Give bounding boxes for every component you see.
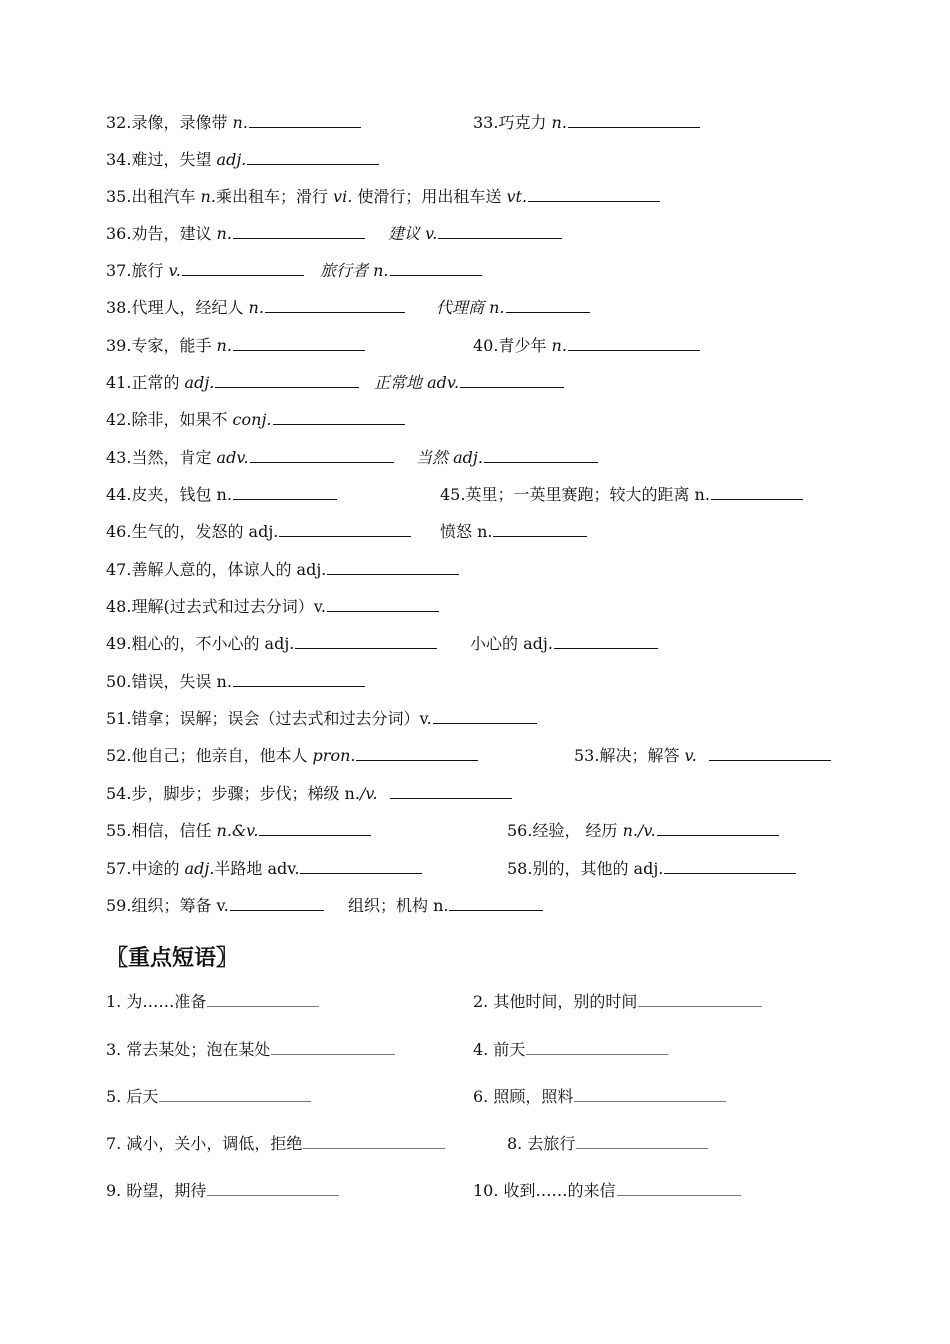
item-number: 34.: [106, 150, 132, 169]
answer-blank[interactable]: [554, 633, 658, 649]
vocab-item-36: [106, 223, 365, 245]
answer-blank[interactable]: [638, 991, 762, 1007]
item-number: 59.: [106, 896, 132, 915]
vocab-item-59b: [348, 895, 543, 917]
item-meaning: 别的，其他的 adj.: [532, 859, 664, 878]
answer-blank[interactable]: [247, 149, 379, 165]
item-meaning: 当然: [416, 448, 449, 467]
answer-blank[interactable]: [233, 484, 337, 500]
answer-blank[interactable]: [233, 671, 365, 687]
answer-blank[interactable]: [215, 372, 359, 388]
answer-blank[interactable]: [506, 297, 590, 313]
item-meaning: 劝告，建议: [131, 224, 217, 243]
item-pos: v.: [684, 746, 697, 765]
item-pos: adv.: [422, 373, 460, 392]
answer-blank[interactable]: [460, 372, 564, 388]
item-number: 56.: [507, 821, 533, 840]
vocab-item-37b: [320, 260, 482, 282]
item-number: 41.: [106, 373, 132, 392]
answer-blank[interactable]: [250, 447, 394, 463]
answer-blank[interactable]: [207, 1180, 339, 1196]
item-meaning: 除非，如果不: [131, 410, 233, 429]
item-meaning: 中途的: [131, 859, 185, 878]
phrase-item-5: [106, 1086, 311, 1108]
item-meaning: 错拿；误解；误会（过去式和过去分词）v.: [131, 709, 432, 728]
item-meaning: 旅行者: [320, 261, 369, 280]
answer-blank[interactable]: [526, 1039, 668, 1055]
answer-blank[interactable]: [449, 895, 543, 911]
item-pos: n./v.: [622, 821, 656, 840]
item-number: 42.: [106, 410, 132, 429]
item-pos: adj.: [184, 373, 215, 392]
item-meaning: 皮夹，钱包 n.: [131, 485, 232, 504]
phrase-item-1: [106, 991, 319, 1013]
vocab-item-46b: [440, 521, 587, 543]
item-meaning: 他自己；他亲自，他本人: [131, 746, 313, 765]
item-meaning: 青少年: [498, 336, 552, 355]
item-meaning: 专家，能手: [131, 336, 217, 355]
vocab-item-33: [473, 112, 700, 134]
item-number: 43.: [106, 448, 132, 467]
answer-blank[interactable]: [617, 1180, 741, 1196]
vocab-item-56: [507, 820, 779, 842]
item-number: 39.: [106, 336, 132, 355]
vocab-item-39: [106, 335, 365, 357]
answer-blank[interactable]: [303, 1133, 445, 1149]
item-meaning: 理解(过去式和过去分词）v.: [131, 597, 326, 616]
vocab-item-52: [106, 745, 478, 767]
item-pos: n.: [216, 336, 232, 355]
answer-blank[interactable]: [233, 335, 365, 351]
phrase-item-10: [473, 1180, 741, 1202]
item-number: 50.: [106, 672, 132, 691]
vocab-item-36b: [388, 223, 562, 245]
item-meaning: 愤怒 n.: [440, 522, 493, 541]
phrase-text: 4. 前天: [473, 1040, 526, 1059]
item-pos: adj.: [184, 859, 215, 878]
item-number: 40.: [473, 336, 499, 355]
item-meaning: 经验， 经历: [532, 821, 623, 840]
answer-blank[interactable]: [568, 335, 700, 351]
item-pos: n.: [368, 261, 389, 280]
answer-blank[interactable]: [528, 186, 660, 202]
vocab-item-50: [106, 671, 365, 693]
item-meaning: 善解人意的，体谅人的 adj.: [131, 560, 327, 579]
item-meaning: 组织；机构 n.: [348, 896, 449, 915]
answer-blank[interactable]: [433, 708, 537, 724]
vocab-item-41: [106, 372, 359, 394]
item-number: 48.: [106, 597, 132, 616]
item-meaning: 粗心的，不小心的 adj.: [131, 634, 295, 653]
item-pos: pron.: [312, 746, 356, 765]
item-number: 54.: [106, 784, 132, 803]
item-meaning: 旅行: [131, 261, 169, 280]
item-number: 36.: [106, 224, 132, 243]
item-meaning: 巧克力: [498, 113, 552, 132]
item-meaning: 英里；一英里赛跑；较大的距离 n.: [465, 485, 710, 504]
item-meaning: 代理商: [436, 298, 485, 317]
item-pos: adj.: [448, 448, 483, 467]
vocab-item-59: [106, 895, 324, 917]
vocab-item-45: [440, 484, 803, 506]
vocab-item-32: [106, 112, 361, 134]
answer-blank[interactable]: [182, 260, 304, 276]
answer-blank[interactable]: [574, 1086, 726, 1102]
answer-blank[interactable]: [279, 521, 411, 537]
vocab-item-53: [574, 745, 831, 767]
answer-blank[interactable]: [249, 112, 361, 128]
item-pos: adj.: [216, 150, 247, 169]
item-pos: n.: [484, 298, 505, 317]
vocab-item-51: [106, 708, 537, 730]
item-meaning: 代理人，经纪人: [131, 298, 249, 317]
answer-blank[interactable]: [709, 745, 831, 761]
vocab-item-49b: [470, 633, 658, 655]
vocab-item-54: [106, 783, 512, 805]
item-number: 46.: [106, 522, 132, 541]
item-number: 57.: [106, 859, 132, 878]
vocab-item-43b: [416, 447, 598, 469]
item-meaning: 小心的 adj.: [470, 634, 553, 653]
item-pos: /v.: [359, 784, 378, 803]
vocab-item-34: [106, 149, 379, 171]
phrase-text: 2. 其他时间，别的时间: [473, 992, 638, 1011]
vocab-item-48: [106, 596, 439, 618]
item-meaning: 正常的: [131, 373, 185, 392]
vocab-item-55: [106, 820, 371, 842]
item-meaning: 建议: [388, 224, 421, 243]
item-meaning: 乘出租车；滑行: [215, 187, 334, 206]
answer-blank[interactable]: [207, 991, 319, 1007]
item-pos: v.: [168, 261, 181, 280]
vocab-item-58: [507, 858, 796, 880]
item-meaning: 当然，肯定: [131, 448, 217, 467]
phrase-text: 5. 后天: [106, 1087, 159, 1106]
item-number: 52.: [106, 746, 132, 765]
phrase-item-8: [507, 1133, 708, 1155]
answer-blank[interactable]: [390, 783, 512, 799]
item-meaning: 难过，失望: [131, 150, 217, 169]
item-meaning: 步，脚步；步骤；步伐；梯级 n.: [131, 784, 360, 803]
phrase-text: 9. 盼望，期待: [106, 1181, 207, 1200]
item-number: 38.: [106, 298, 132, 317]
item-meaning: 生气的，发怒的 adj.: [131, 522, 279, 541]
item-pos: n.: [200, 187, 216, 206]
answer-blank[interactable]: [271, 1039, 395, 1055]
answer-blank[interactable]: [295, 633, 437, 649]
item-meaning: 使滑行；用出租车送: [352, 187, 507, 206]
answer-blank[interactable]: [711, 484, 803, 500]
vocab-item-37: [106, 260, 304, 282]
vocab-item-44: [106, 484, 337, 506]
item-pos: n.: [551, 113, 567, 132]
item-meaning: 录像，录像带: [131, 113, 233, 132]
item-meaning: 半路地 adv.: [214, 859, 300, 878]
item-number: 45.: [440, 485, 466, 504]
item-number: 55.: [106, 821, 132, 840]
vocab-item-38: [106, 297, 405, 319]
vocab-item-41b: [374, 372, 564, 394]
phrase-text: 8. 去旅行: [507, 1134, 576, 1153]
answer-blank[interactable]: [327, 596, 439, 612]
vocab-item-47: [106, 559, 459, 581]
answer-blank[interactable]: [356, 745, 478, 761]
item-number: 35.: [106, 187, 132, 206]
phrase-item-2: [473, 991, 762, 1013]
answer-blank[interactable]: [159, 1086, 311, 1102]
section-heading: 〖重点短语〗: [106, 946, 239, 971]
answer-blank[interactable]: [438, 223, 562, 239]
item-pos: vi.: [333, 187, 353, 206]
answer-blank[interactable]: [265, 297, 405, 313]
item-number: 49.: [106, 634, 132, 653]
item-meaning: 出租汽车: [131, 187, 201, 206]
answer-blank[interactable]: [230, 895, 324, 911]
item-meaning: 解决；解答: [599, 746, 685, 765]
item-pos: vt.: [506, 187, 528, 206]
item-number: 47.: [106, 560, 132, 579]
vocab-item-49: [106, 633, 437, 655]
phrase-item-6: [473, 1086, 726, 1108]
phrase-text: 3. 常去某处；泡在某处: [106, 1040, 271, 1059]
answer-blank[interactable]: [657, 820, 779, 836]
phrase-item-3: [106, 1039, 395, 1061]
vocab-item-43: [106, 447, 394, 469]
item-pos: n.&v.: [216, 821, 259, 840]
phrase-item-9: [106, 1180, 339, 1202]
answer-blank[interactable]: [390, 260, 482, 276]
item-pos: n.: [248, 298, 264, 317]
vocab-item-35: [106, 186, 660, 208]
item-number: 51.: [106, 709, 132, 728]
item-number: 37.: [106, 261, 132, 280]
vocab-item-46: [106, 521, 411, 543]
item-pos: v.: [420, 224, 438, 243]
item-pos: n.: [232, 113, 248, 132]
item-meaning: 组织；筹备 v.: [131, 896, 229, 915]
answer-blank[interactable]: [273, 409, 405, 425]
vocab-item-42: [106, 409, 405, 431]
item-pos: n.: [216, 224, 232, 243]
answer-blank[interactable]: [493, 521, 587, 537]
answer-blank[interactable]: [300, 858, 422, 874]
vocab-item-38b: [436, 297, 590, 319]
item-number: 33.: [473, 113, 499, 132]
item-meaning: 相信，信任: [131, 821, 217, 840]
item-pos: conj.: [232, 410, 272, 429]
item-meaning: 错误，失误 n.: [131, 672, 232, 691]
answer-blank[interactable]: [664, 858, 796, 874]
item-number: 32.: [106, 113, 132, 132]
answer-blank[interactable]: [327, 559, 459, 575]
answer-blank[interactable]: [484, 447, 598, 463]
item-number: 53.: [574, 746, 600, 765]
phrase-text: 10. 收到……的来信: [473, 1181, 616, 1200]
item-pos: adv.: [216, 448, 249, 467]
item-pos: n.: [551, 336, 567, 355]
vocab-item-40: [473, 335, 700, 357]
answer-blank[interactable]: [576, 1133, 708, 1149]
item-number: 58.: [507, 859, 533, 878]
vocab-item-57: [106, 858, 422, 880]
phrase-item-4: [473, 1039, 668, 1061]
item-number: 44.: [106, 485, 132, 504]
item-meaning: 正常地: [374, 373, 423, 392]
answer-blank[interactable]: [233, 223, 365, 239]
answer-blank[interactable]: [568, 112, 700, 128]
phrase-item-7: [106, 1133, 445, 1155]
answer-blank[interactable]: [259, 820, 371, 836]
phrase-text: 6. 照顾，照料: [473, 1087, 574, 1106]
phrase-text: 7. 减小，关小，调低，拒绝: [106, 1134, 303, 1153]
phrase-text: 1. 为……准备: [106, 992, 207, 1011]
